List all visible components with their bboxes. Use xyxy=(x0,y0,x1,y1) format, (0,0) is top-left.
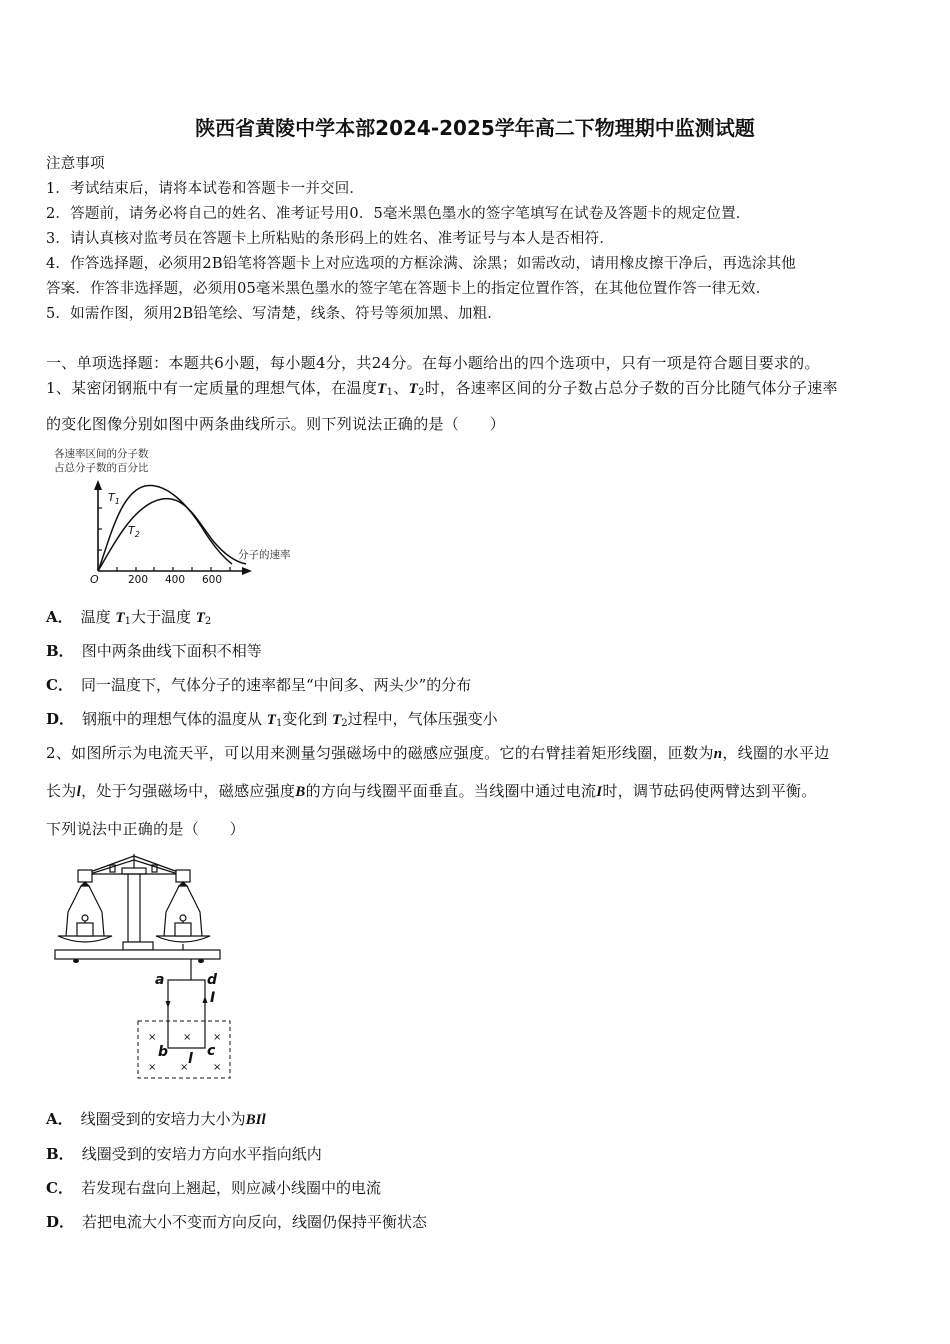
label-b: b xyxy=(158,1044,169,1060)
q2-option-d[interactable] xyxy=(46,1211,427,1232)
q2-text: ，处于匀强磁场中，磁感应强度 xyxy=(81,782,296,800)
q2-current-balance-figure xyxy=(50,848,250,1083)
option-label: C． xyxy=(46,1179,73,1197)
notice-item-4: 4．作答选择题，必须用2B铅笔将答题卡上对应选项的方框涂满、涂黑；如需改动，请用橡皮擦干净后，再选涂其他 xyxy=(46,256,797,272)
option-label: B． xyxy=(46,1145,74,1163)
q2-text: 的方向与线圈平面垂直。当线圈中通过电流 xyxy=(305,782,597,800)
notice-heading: 注意事项 xyxy=(46,156,105,172)
xtick-200: 200 xyxy=(128,574,149,586)
option-text: 图中两条曲线下面积不相等 xyxy=(81,642,262,660)
page-title: 陕西省黄陵中学本部2024-2025学年高二下物理期中监测试题 xyxy=(195,116,755,140)
q2-text: ，线圈的水平边 xyxy=(722,744,830,762)
option-label: B． xyxy=(46,642,74,660)
option-label: D． xyxy=(46,710,75,728)
svg-text:×: × xyxy=(213,1032,222,1043)
q2-stem-line3: 下列说法中正确的是（ ） xyxy=(46,820,245,838)
origin-label: O xyxy=(90,573,99,586)
option-label: D． xyxy=(46,1213,75,1231)
var-t2: T xyxy=(408,381,419,397)
xtick-600: 600 xyxy=(202,574,223,586)
figure-ylabel-line2: 占总分子数的百分比 xyxy=(54,462,149,474)
section-heading: 一、单项选择题：本题共6小题，每小题4分，共24分。在每小题给出的四个选项中，只有一项是符合题目要求的。 xyxy=(46,354,820,372)
var-t1: T xyxy=(115,610,125,626)
q1-text: 时，各速率区间的分子数占总分子数的百分比随气体分子速率 xyxy=(424,379,838,397)
q1-option-a[interactable] xyxy=(46,606,211,627)
q2-option-a[interactable] xyxy=(46,1108,266,1129)
var-l: l xyxy=(76,784,82,800)
option-text: 温度 xyxy=(80,608,116,626)
sub: 2 xyxy=(418,387,425,398)
notice-item-2: 2．答题前，请务必将自己的姓名、准考证号用0．5毫米黑色墨水的签字笔填写在试卷及答题卡的规定位置． xyxy=(46,206,751,222)
var-b: B xyxy=(295,784,306,800)
q2-stem-line1 xyxy=(46,742,830,763)
svg-text:×: × xyxy=(148,1062,157,1073)
var-t2: T xyxy=(332,712,342,728)
current-up-arrow-icon xyxy=(203,996,208,1003)
q1-option-b[interactable] xyxy=(46,640,262,661)
svg-text:×: × xyxy=(213,1062,222,1073)
option-text: 变化到 xyxy=(282,710,333,728)
option-text: 过程中，气体压强变小 xyxy=(347,710,498,728)
expr-bil: BIl xyxy=(245,1112,266,1128)
option-label: A． xyxy=(46,1110,73,1128)
q1-text: 1、某密闭钢瓶中有一定质量的理想气体，在温度 xyxy=(46,379,378,397)
option-text: 大于温度 xyxy=(130,608,196,626)
q1-stem-line1 xyxy=(46,377,838,398)
q2-option-b[interactable] xyxy=(46,1143,322,1164)
label-d: d xyxy=(207,972,218,988)
sub: 1 xyxy=(275,718,283,729)
figure-ylabel-line1: 各速率区间的分子数 xyxy=(54,448,149,460)
q1-speed-distribution-figure xyxy=(48,444,308,586)
svg-text:×: × xyxy=(148,1032,157,1043)
y-axis-arrow-icon xyxy=(94,480,102,490)
q2-text: 2、如图所示为电流天平，可以用来测量匀强磁场中的磁感应强度。它的右臂挂着矩形线圈，匝数为 xyxy=(46,744,714,762)
notice-item-3: 3．请认真核对监考员在答题卡上所粘贴的条形码上的姓名、准考证号与本人是否相符． xyxy=(46,231,615,247)
notice-item-5: 5．如需作图，须用2B铅笔绘、写清楚，线条、符号等须加黑、加粗． xyxy=(46,306,503,322)
q2-text: 时，调节砝码使两臂达到平衡。 xyxy=(602,782,817,800)
var-t2: T xyxy=(195,610,205,626)
option-text: 若发现右盘向上翘起，则应减小线圈中的电流 xyxy=(80,1179,381,1197)
q2-option-c[interactable] xyxy=(46,1177,381,1198)
option-text: 若把电流大小不变而方向反向，线圈仍保持平衡状态 xyxy=(82,1213,428,1231)
figure-xlabel: 分子的速率 xyxy=(238,549,291,561)
xtick-400: 400 xyxy=(165,574,186,586)
q1-option-c[interactable] xyxy=(46,674,471,695)
x-axis-arrow-icon xyxy=(242,567,252,575)
q2-text: 长为 xyxy=(46,782,77,800)
var-t1: T xyxy=(377,381,387,397)
sub: 1 xyxy=(386,387,394,398)
label-i: I xyxy=(210,990,216,1006)
var-t1: T xyxy=(266,712,276,728)
label-l: l xyxy=(188,1051,193,1067)
option-label: A． xyxy=(46,608,73,626)
option-text: 钢瓶中的理想气体的温度从 xyxy=(82,710,267,728)
label-c: c xyxy=(207,1043,216,1059)
current-down-arrow-icon xyxy=(166,1001,171,1008)
notice-item-4-cont: 答案．作答非选择题，必须用05毫米黑色墨水的签字笔在答题卡上的指定位置作答，在其他位置作答一律无效． xyxy=(46,281,771,297)
curve-t2-label: $T_2$ xyxy=(128,524,140,539)
balance-icon xyxy=(55,854,220,959)
option-text: 线圈受到的安培力方向水平指向纸内 xyxy=(81,1145,322,1163)
sub: 2 xyxy=(341,718,348,729)
q1-option-d[interactable] xyxy=(46,708,498,729)
label-a: a xyxy=(155,972,165,988)
sub: 2 xyxy=(204,616,212,627)
sub: 1 xyxy=(124,616,131,627)
curve-t1-label: $T_1$ xyxy=(108,491,120,506)
option-text: 线圈受到的安培力大小为 xyxy=(80,1110,246,1128)
notice-item-1: 1．考试结束后，请将本试卷和答题卡一并交回． xyxy=(46,181,365,197)
svg-text:×: × xyxy=(180,1062,189,1073)
q1-text: 、 xyxy=(393,379,409,397)
svg-text:×: × xyxy=(183,1032,192,1043)
q2-stem-line2 xyxy=(46,780,817,801)
option-text: 同一温度下，气体分子的速率都呈“中间多、两头少”的分布 xyxy=(80,676,472,694)
q1-stem-line2: 的变化图像分别如图中两条曲线所示。则下列说法正确的是（ ） xyxy=(46,415,506,433)
var-n: n xyxy=(713,746,723,762)
option-label: C． xyxy=(46,676,73,694)
var-i: I xyxy=(596,784,603,800)
